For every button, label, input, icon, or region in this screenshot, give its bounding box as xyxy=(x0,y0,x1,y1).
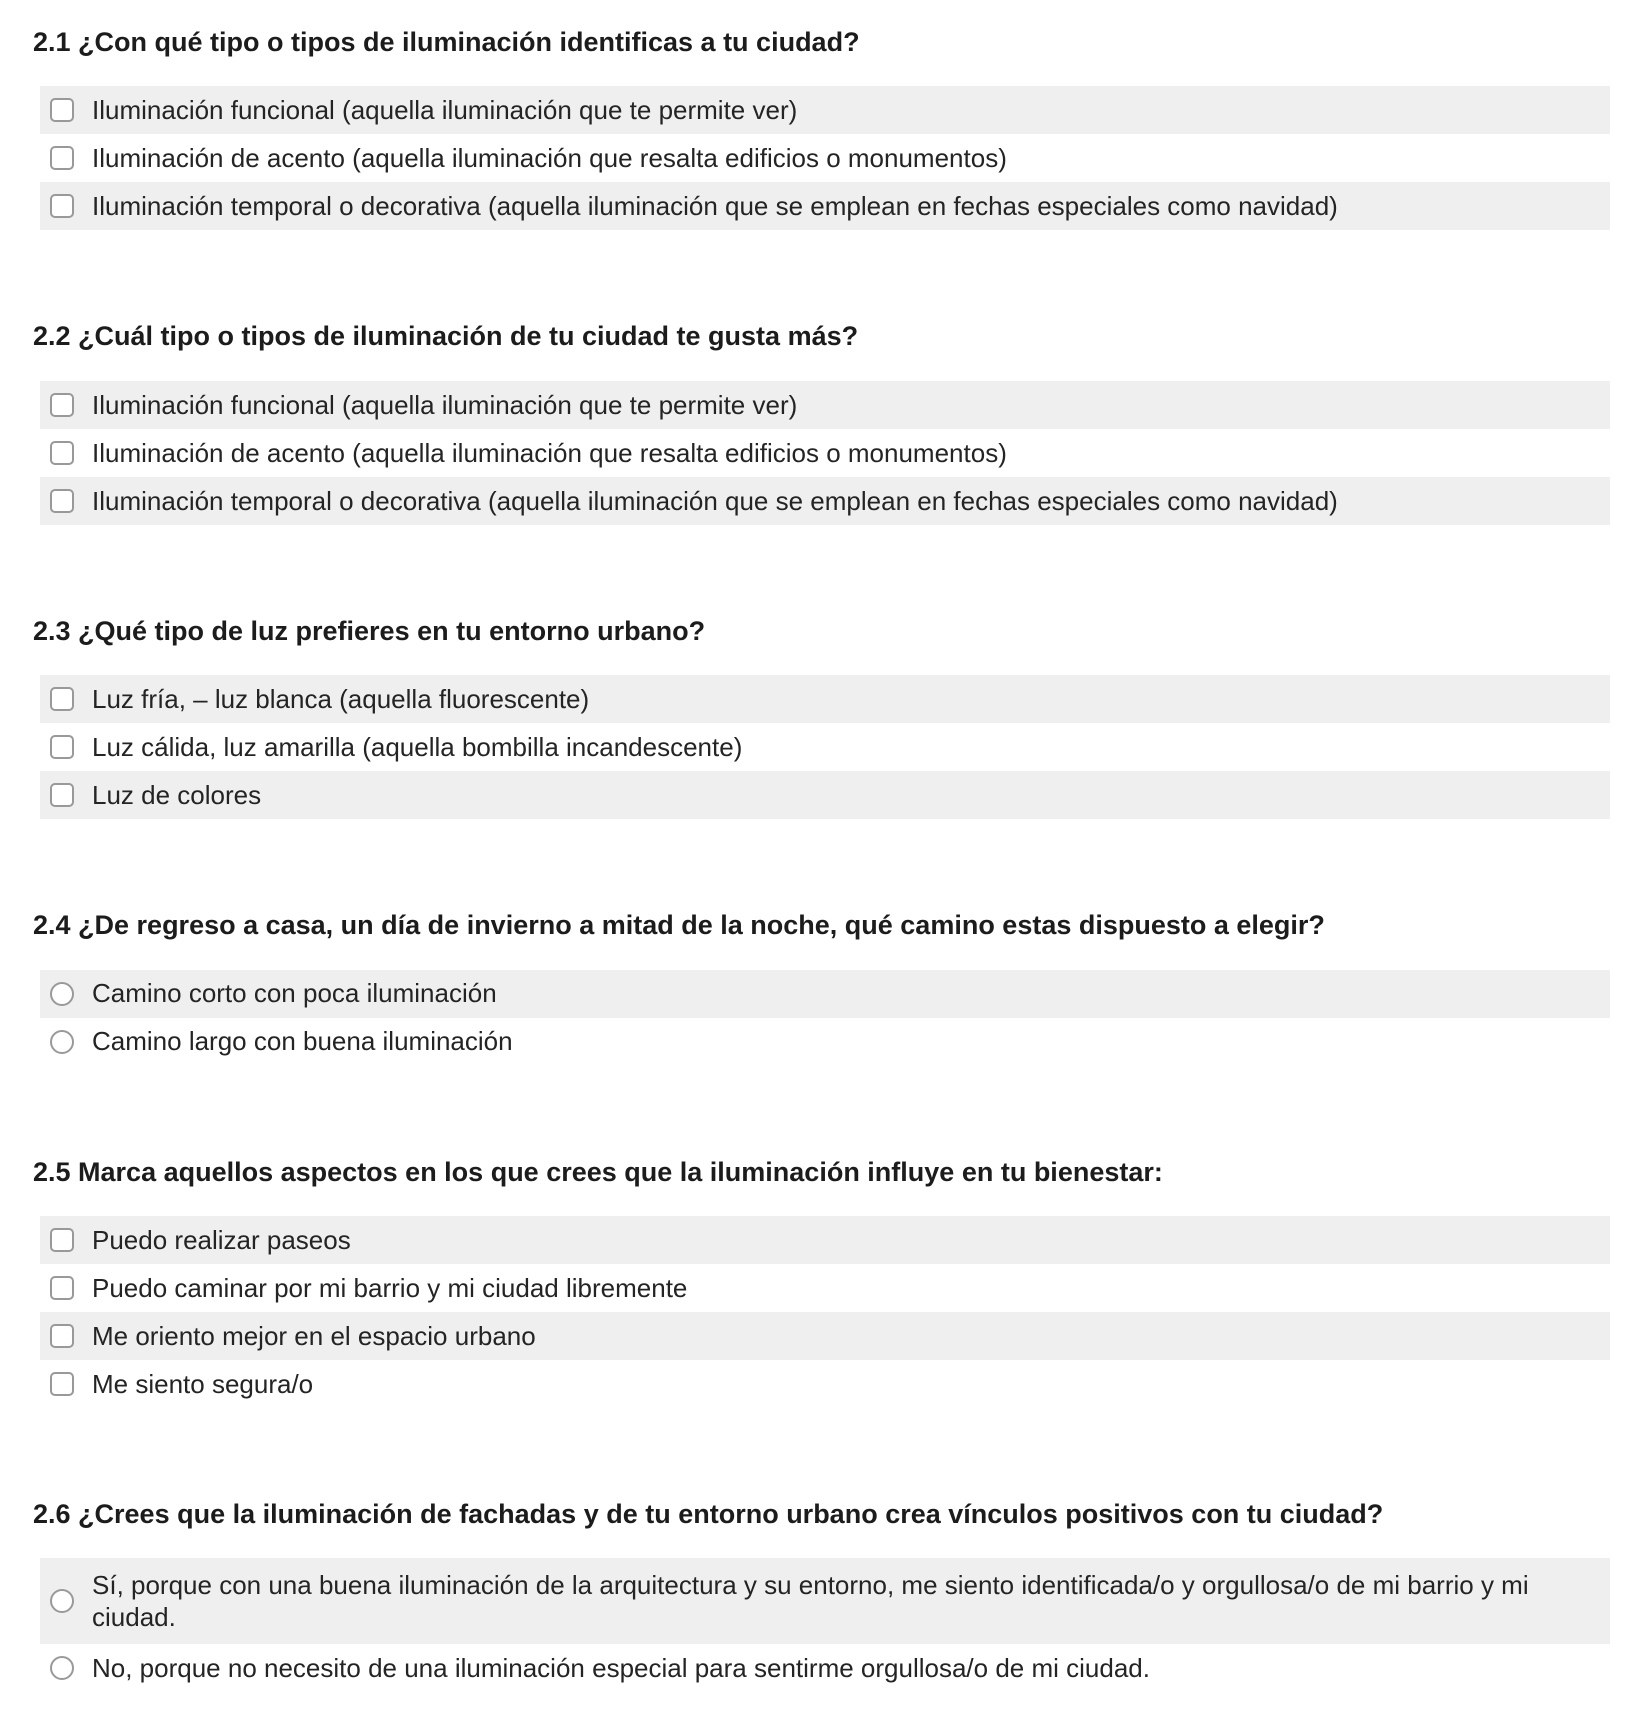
question-title: 2.3 ¿Qué tipo de luz prefieres en tu entorno urbano? xyxy=(33,615,706,646)
radio-icon[interactable] xyxy=(50,1656,74,1680)
radio-option[interactable] xyxy=(40,970,1610,1018)
radio-option[interactable] xyxy=(40,1558,1610,1644)
option-label: Puedo caminar por mi barrio y mi ciudad libremente xyxy=(92,1272,688,1303)
option-label xyxy=(92,1569,1610,1634)
option-label: Me siento segura/o xyxy=(92,1368,314,1399)
option-label: Me oriento mejor en el espacio urbano xyxy=(92,1320,536,1351)
checkbox-icon[interactable] xyxy=(50,1324,74,1348)
option-label: Luz de colores xyxy=(92,779,262,810)
question-2-3 xyxy=(0,615,1638,819)
checkbox-option[interactable] xyxy=(40,182,1610,230)
checkbox-icon[interactable] xyxy=(50,735,74,759)
radio-option[interactable] xyxy=(40,1018,1610,1066)
option-label-line: Sí, porque con una buena iluminación de la arquitectura y su entorno, me siento identificada/o y orgullosa/o de mi barrio y mi xyxy=(92,1569,1529,1600)
option-label: Iluminación funcional (aquella iluminación que te permite ver) xyxy=(92,95,798,126)
question-title: 2.2 ¿Cuál tipo o tipos de iluminación de tu ciudad te gusta más? xyxy=(33,321,859,352)
option-label: Luz fría, – luz blanca (aquella fluorescente) xyxy=(92,683,590,714)
option-label: Puedo realizar paseos xyxy=(92,1224,351,1255)
checkbox-icon[interactable] xyxy=(50,146,74,170)
checkbox-option[interactable] xyxy=(40,429,1610,477)
checkbox-icon[interactable] xyxy=(50,1372,74,1396)
options-group xyxy=(40,675,1610,819)
checkbox-option[interactable] xyxy=(40,675,1610,723)
options-group xyxy=(40,1558,1610,1692)
checkbox-icon[interactable] xyxy=(50,441,74,465)
radio-option[interactable] xyxy=(40,1644,1610,1692)
options-group xyxy=(40,970,1610,1066)
option-label: Iluminación temporal o decorativa (aquella iluminación que se emplean en fechas especiales como navidad) xyxy=(92,191,1338,222)
option-label: Iluminación de acento (aquella iluminación que resalta edificios o monumentos) xyxy=(92,143,1007,174)
checkbox-icon[interactable] xyxy=(50,489,74,513)
radio-icon[interactable] xyxy=(50,982,74,1006)
radio-icon[interactable] xyxy=(50,1589,74,1613)
question-title: 2.4 ¿De regreso a casa, un día de invierno a mitad de la noche, qué camino estas dispuesto a elegir? xyxy=(33,910,1325,941)
checkbox-icon[interactable] xyxy=(50,1276,74,1300)
checkbox-option[interactable] xyxy=(40,1312,1610,1360)
question-2-2 xyxy=(0,320,1638,524)
options-group xyxy=(40,381,1610,525)
checkbox-option[interactable] xyxy=(40,477,1610,525)
question-2-4 xyxy=(0,909,1638,1065)
option-label-line: ciudad. xyxy=(92,1602,176,1633)
radio-icon[interactable] xyxy=(50,1030,74,1054)
checkbox-icon[interactable] xyxy=(50,783,74,807)
checkbox-icon[interactable] xyxy=(50,393,74,417)
checkbox-option[interactable] xyxy=(40,723,1610,771)
option-label: Luz cálida, luz amarilla (aquella bombilla incandescente) xyxy=(92,731,743,762)
question-title: 2.5 Marca aquellos aspectos en los que crees que la iluminación influye en tu bienestar: xyxy=(33,1156,1163,1187)
checkbox-option[interactable] xyxy=(40,381,1610,429)
options-group xyxy=(40,86,1610,230)
option-label: Camino corto con poca iluminación xyxy=(92,978,497,1009)
options-group xyxy=(40,1216,1610,1408)
checkbox-option[interactable] xyxy=(40,771,1610,819)
checkbox-icon[interactable] xyxy=(50,98,74,122)
checkbox-icon[interactable] xyxy=(50,1228,74,1252)
option-label: No, porque no necesito de una iluminación especial para sentirme orgullosa/o de mi ciudad. xyxy=(92,1653,1150,1684)
question-title: 2.1 ¿Con qué tipo o tipos de iluminación identificas a tu ciudad? xyxy=(33,27,860,57)
checkbox-option[interactable] xyxy=(40,134,1610,182)
option-label: Iluminación temporal o decorativa (aquella iluminación que se emplean en fechas especiales como navidad) xyxy=(92,485,1338,516)
checkbox-icon[interactable] xyxy=(50,194,74,218)
option-label: Iluminación de acento (aquella iluminación que resalta edificios o monumentos) xyxy=(92,437,1007,468)
checkbox-option[interactable] xyxy=(40,1264,1610,1312)
question-2-1 xyxy=(0,26,1638,230)
checkbox-option[interactable] xyxy=(40,1360,1610,1408)
question-2-6 xyxy=(0,1498,1638,1692)
checkbox-option[interactable] xyxy=(40,86,1610,134)
checkbox-option[interactable] xyxy=(40,1216,1610,1264)
option-label: Iluminación funcional (aquella iluminación que te permite ver) xyxy=(92,389,798,420)
question-2-5 xyxy=(0,1156,1638,1408)
question-title: 2.6 ¿Crees que la iluminación de fachadas y de tu entorno urbano crea vínculos positivos con tu ciudad? xyxy=(33,1498,1384,1529)
option-label: Camino largo con buena iluminación xyxy=(92,1026,513,1057)
checkbox-icon[interactable] xyxy=(50,687,74,711)
